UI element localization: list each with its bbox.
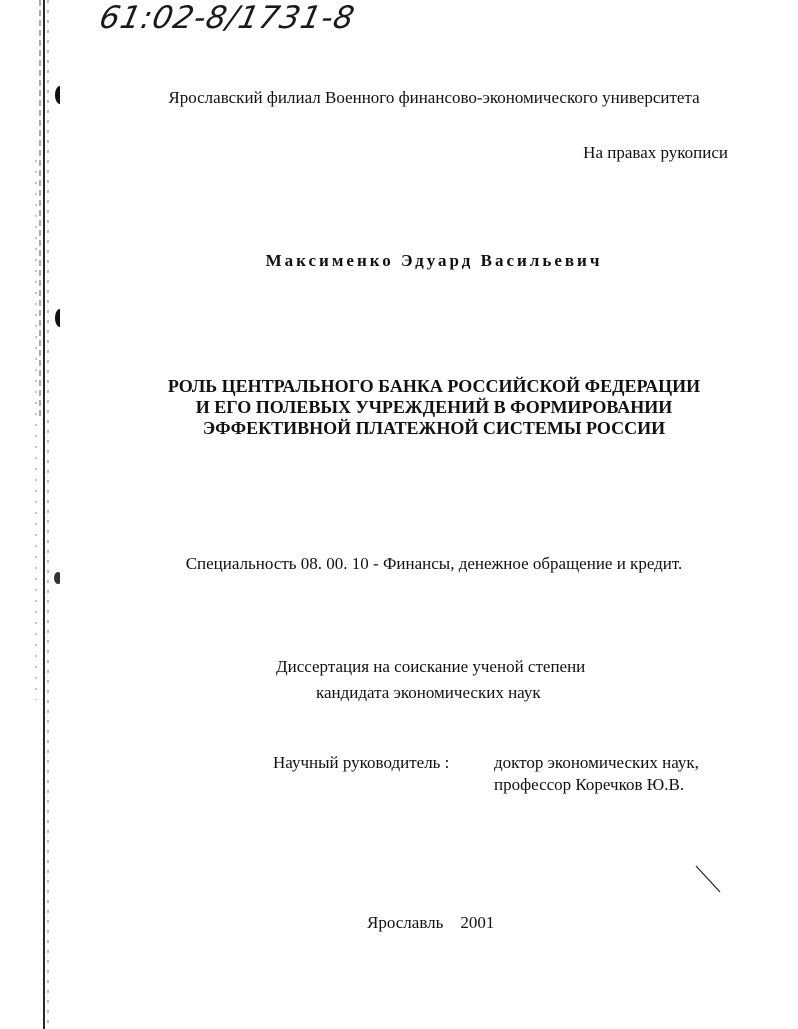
advisor-label: Научный руководитель :	[273, 753, 450, 772]
city-year	[367, 913, 494, 933]
specialty-line: Специальность 08. 00. 10 - Финансы, денежное обращение и кредит.	[185, 554, 683, 573]
rights-note: На правах рукописи	[583, 143, 728, 162]
handwritten-registration-code: 61:02-8/1731-8	[96, 0, 359, 36]
city: Ярославль	[367, 913, 444, 932]
title-line-3: ЭФФЕКТИВНОЙ ПЛАТЕЖНОЙ СИСТЕМЫ РОССИИ	[202, 418, 666, 438]
advisor-degree: доктор экономических наук,	[494, 753, 699, 772]
institution-name: Ярославский филиал Военного финансово-экономического университета	[168, 88, 700, 107]
pen-stroke-mark	[690, 858, 730, 898]
advisor-name: профессор Коречков Ю.В.	[494, 775, 685, 794]
dissertation-title	[0, 376, 798, 439]
author-name: Максименко Эдуард Васильевич	[265, 251, 603, 270]
year: 2001	[460, 913, 495, 932]
title-line-2: И ЕГО ПОЛЕВЫХ УЧРЕЖДЕНИЙ В ФОРМИРОВАНИИ	[195, 397, 673, 417]
title-line-1: РОЛЬ ЦЕНТРАЛЬНОГО БАНКА РОССИЙСКОЙ ФЕДЕРАЦИИ	[167, 376, 701, 396]
degree-line-1: Диссертация на соискание ученой степени	[276, 657, 586, 676]
degree-line-2: кандидата экономических наук	[316, 683, 541, 702]
binding-edge-marks	[30, 0, 60, 1029]
